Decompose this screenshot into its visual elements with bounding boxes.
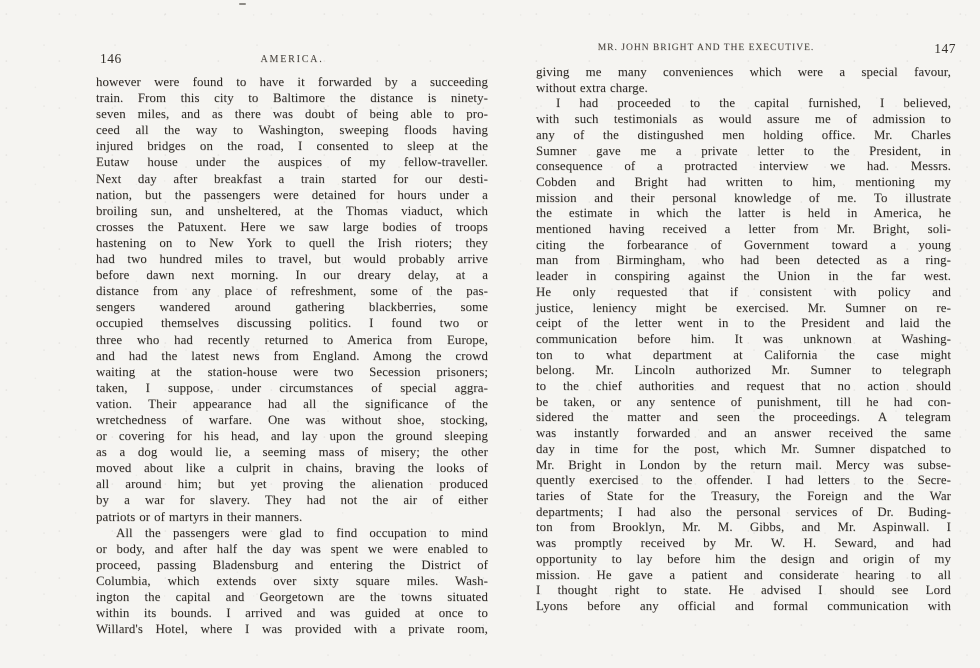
text-line: sidered the matter and seen the proceedings. A telegram [536, 410, 951, 425]
text-line: moved about like a culprit in chains, braving the looks of [96, 461, 488, 476]
text-line: however were found to have it forwarded by a succeeding [96, 75, 488, 89]
text-line: proceed, passing Bladensburg and entering the District of [96, 557, 488, 572]
text-line: ington the capital and Georgetown are the towns situated [96, 590, 488, 604]
text-line: Mr. Bright in London by the return mail. Mercy was subse- [536, 457, 951, 472]
text-line: any of the distingushed men holding office. Mr. Charles [536, 127, 951, 142]
text-line: Willard's Hotel, where I was provided with a private room, [96, 622, 488, 637]
text-line: consequence of a protracted interview we had. Messrs. [536, 159, 951, 174]
text-line: by a war for slavery. They had not the air of either [96, 493, 488, 508]
text-line: had two hundred miles to travel, but would probably arrive [96, 252, 488, 267]
text-line: the estimate in which the latter is held in America, he [536, 206, 951, 221]
text-line: to the chief authorities and request that no action should [536, 379, 951, 394]
text-line: or covering for his head, and lay upon the ground sleeping [96, 429, 488, 444]
text-line: train. From this city to Baltimore the distance is ninety- [96, 91, 488, 106]
text-line: distance from any place of refreshment, some of the pas- [96, 284, 488, 299]
scan-artifact-mark [239, 3, 246, 5]
text-line: broiling sun, and unsheltered, at the Thomas viaduct, which [96, 203, 488, 218]
text-line: mentioned having received a letter from Mr. Bright, soli- [536, 222, 951, 237]
text-line: Cobden and Bright had written to him, mentioning my [536, 174, 951, 189]
text-line: I had proceeded to the capital furnished, I believed, [556, 96, 951, 111]
text-line: patriots or of martyrs in their manners. [96, 509, 303, 524]
text-line: nation, but the passengers were detained for hours under a [96, 187, 488, 202]
right-page-text [536, 65, 951, 615]
text-line: man from Birmingham, who had been detected as a ring- [536, 253, 951, 268]
text-line: quently exercised to the offender. I had letters to the Secre- [536, 473, 951, 488]
text-line: He only requested that if consistent with policy and [536, 284, 951, 299]
left-page-text [96, 74, 488, 637]
text-line: seven miles, and as there was doubt of being able to pro- [96, 107, 488, 122]
text-line: Columbia, which extends over sixty square miles. Wash- [96, 573, 488, 588]
text-line: three who had recently returned to America from Europe, [96, 332, 488, 347]
text-line: as a dog would lie, a seeming mass of misery; the other [96, 445, 488, 460]
text-line: Next day after breakfast a train started for our desti- [96, 171, 488, 186]
left-page-number: 146 [100, 51, 122, 66]
text-line: wretchedness of warfare. One was without shoe, stocking, [96, 412, 488, 427]
text-line: sengers wandered around gathering blackberries, some [96, 300, 488, 315]
left-running-head: AMERICA. [260, 54, 324, 65]
text-line: Eutaw house under the auspices of my fellow-traveller. [96, 155, 488, 170]
text-line: with such testimonials as would assure me of admission to [536, 112, 951, 127]
text-line: was promptly received by Mr. W. H. Seward, and had [536, 536, 951, 551]
text-line: before dawn next morning. In our dreary delay, at a [96, 268, 488, 283]
text-line: departments; I had also the personal services of Dr. Buding- [536, 504, 951, 519]
text-line: or body, and after half the day was spent we were enabled to [96, 541, 488, 556]
text-line: vation. Their appearance had all the significance of the [96, 396, 488, 411]
text-line: mission and their personal knowledge of me. To illustrate [536, 190, 951, 205]
text-line: justice, leniency might be exercised. Mr. Sumner on re- [536, 300, 951, 315]
text-line: All the passengers were glad to find occupation to mind [116, 525, 488, 540]
right-page-number: 147 [934, 41, 956, 56]
text-line: citing the forbearance of Government toward a young [536, 237, 951, 252]
text-line: Lyons before any official and formal communication with [536, 598, 951, 613]
text-line: waiting at the station-house were two Secession prisoners; [96, 364, 488, 379]
text-line: without extra charge. [536, 80, 648, 95]
text-line: I thought right to state. He advised I should see Lord [536, 583, 951, 598]
text-line: taries of State for the Treasury, the Foreign and the War [536, 488, 951, 503]
text-line: ceed all the way to Washington, sweeping floods having [96, 123, 488, 138]
text-line: was instantly forwarded and an answer received the same [536, 426, 951, 441]
text-line: ceipt of the letter went in to the President and laid the [536, 316, 951, 331]
text-line: mission. He gave a patient and considerate hearing to all [536, 567, 951, 582]
text-line: Sumner gave me a private letter to the President, in [536, 143, 951, 158]
text-line: ton from Brooklyn, Mr. M. Gibbs, and Mr. Aspinwall. I [536, 520, 951, 535]
text-line: taken, I suppose, under circumstances of special aggra- [96, 380, 488, 395]
text-line: day in time for the post, which Mr. Sumner dispatched to [536, 441, 951, 456]
text-line: within its bounds. I arrived and was guided at once to [96, 606, 488, 621]
text-line: and had the latest news from England. Among the crowd [96, 348, 488, 363]
text-line: ton to what department at California the case might [536, 347, 951, 362]
text-line: communication before him. It was unknown at Washing- [536, 331, 951, 346]
text-line: giving me many conveniences which were a special favour, [536, 65, 951, 79]
text-line: opportunity to lay before him the design and origin of my [536, 551, 951, 566]
text-line: belong. Mr. Lincoln authorized Mr. Sumner to telegraph [536, 363, 951, 378]
text-line: crosses the Patuxent. Here we saw large bodies of troops [96, 219, 488, 234]
text-line: be taken, or any sentence of punishment, till he had con- [536, 394, 951, 409]
text-line: all around him; but yet proving the alienation produced [96, 477, 488, 492]
text-line: injured bridges on the road, I consented to sleep at the [96, 139, 488, 154]
text-line: leader in conspiring against the Union in the far west. [536, 269, 951, 284]
right-running-head: MR. JOHN BRIGHT AND THE EXECUTIVE. [597, 43, 815, 53]
text-line: occupied themselves discussing politics. I found two or [96, 316, 488, 331]
text-line: hastening on to New York to quell the Irish rioters; they [96, 235, 488, 250]
